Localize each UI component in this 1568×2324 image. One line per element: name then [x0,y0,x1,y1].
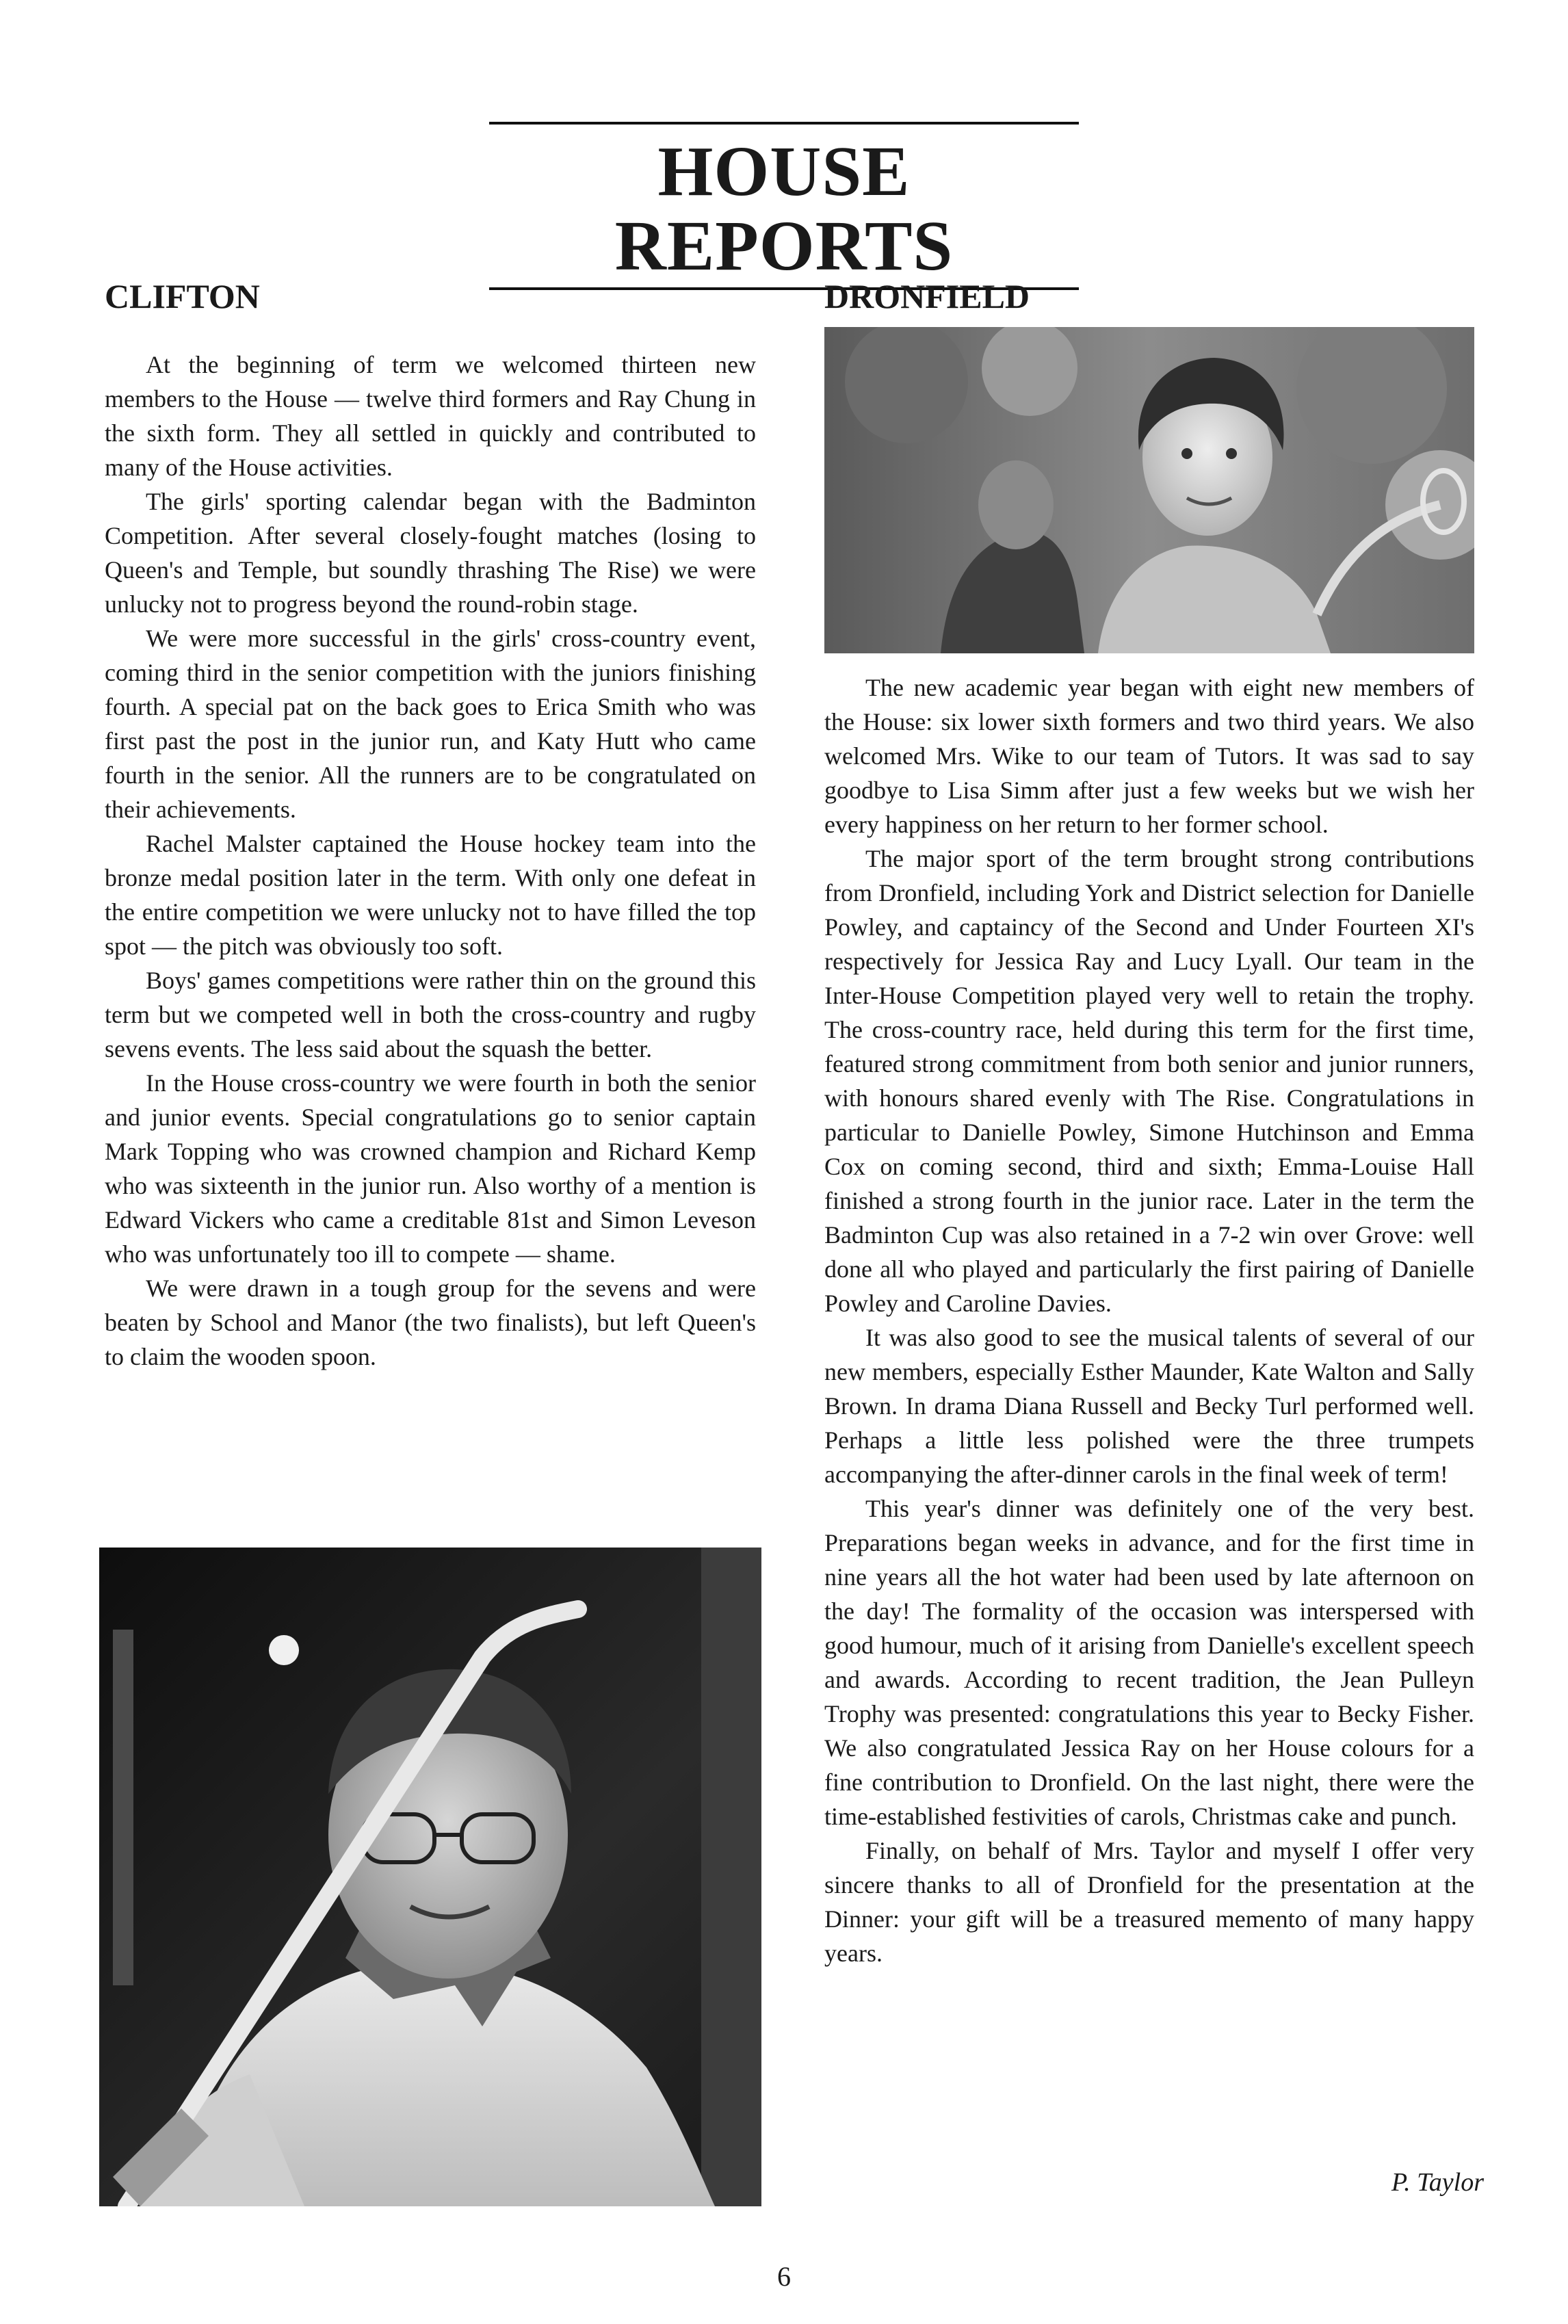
clifton-paragraph: We were drawn in a tough group for the sevens and were beaten by School and Manor (the two finalists), but left Queen's to claim the wooden spoon. [105,1275,756,1370]
author-signature: P. Taylor [1391,2168,1484,2197]
dronfield-report [824,670,1474,1970]
clifton-paragraph: At the beginning of term we welcomed thirteen new members to the House — twelve third formers and Ray Chung in the sixth form. They all settled in quickly and contributed to many of the House activities. [105,351,756,481]
clifton-paragraph: The girls' sporting calendar began with the Badminton Competition. After several closely-fought matches (losing to Queen's and Temple, but soundly thrashing The Rise) we were unlucky not to progress beyond the round-robin stage. [105,488,756,618]
clifton-photo [99,1548,761,2206]
clifton-paragraph: We were more successful in the girls' cross-country event, coming third in the senior competition with the juniors finishing fourth. A special pat on the back goes to Erica Smith who was first past the post in the junior run, and Katy Hutt who came fourth in the senior. All the runners are to be congratulated on their achievements. [105,625,756,823]
clifton-heading: CLIFTON [105,277,260,315]
dronfield-paragraph: Finally, on behalf of Mrs. Taylor and myself I offer very sincere thanks to all of Dronfield for the presentation at the Dinner: your gift will be a treasured memento of many happy years. [824,1837,1474,1967]
clifton-report [105,348,756,1374]
dronfield-heading: DRONFIELD [824,277,1030,315]
dronfield-paragraph: This year's dinner was definitely one of the very best. Preparations began weeks in advance, and for the first time in nine years all the hot water had been used by late afternoon on the day! The formality of the occasion was interspersed with good humour, much of it arising from Danielle's excellent speech and awards. According to recent tradition, the Jean Pulleyn Trophy was presented: congratulations this year to Becky Fisher. We also congratulated Jessica Ray on her House colours for a fine contribution to Dronfield. On the last night, there were the time-established festivities of carols, Christmas cake and punch. [824,1495,1474,1830]
clifton-paragraph: In the House cross-country we were fourth in both the senior and junior events. Special congratulations go to senior captain Mark Topping who was crowned champion and Richard Kemp who was sixteenth in the junior run. Also worthy of a mention is Edward Vickers who came a creditable 81st and Simon Leveson who was unfortunately too ill to compete — shame. [105,1069,756,1268]
clifton-paragraph: Boys' games competitions were rather thin on the ground this term but we competed well in both the cross-country and rugby sevens events. The less said about the squash the better. [105,967,756,1062]
dronfield-paragraph: It was also good to see the musical talents of several of our new members, especially Esther Maunder, Kate Walton and Sally Brown. In drama Diana Russell and Becky Turl performed well. Perhaps a little less polished were the three trumpets accompanying the after-dinner carols in the final week of term! [824,1324,1474,1488]
page-title-block [489,122,1079,290]
page-number: 6 [777,2261,791,2292]
dronfield-paragraph: The new academic year began with eight new members of the House: six lower sixth formers and two third years. We also welcomed Mrs. Wike to our team of Tutors. It was sad to say goodbye to Lisa Simm after just a few weeks but we wish her every happiness on her return to her former school. [824,674,1474,838]
clifton-paragraph: Rachel Malster captained the House hockey team into the bronze medal position later in the term. With only one defeat in the entire competition we were unlucky not to have filled the top spot — the pitch was obviously too soft. [105,830,756,960]
dronfield-photo [824,327,1474,653]
dronfield-paragraph: The major sport of the term brought strong contributions from Dronfield, including York and District selection for Danielle Powley, and captaincy of the Second and Under Fourteen XI's respectively for Jessica Ray and Lucy Lyall. Our team in the Inter-House Competition played very well to retain the trophy. The cross-country race, held during this term for the first time, featured strong commitment from both senior and junior runners, with honours shared evenly with The Rise. Congratulations in particular to Danielle Powley, Simone Hutchinson and Emma Cox on coming second, third and sixth; Emma-Louise Hall finished a strong fourth in the junior race. Later in the term the Badminton Cup was also retained in a 7-2 win over Grove: well done all who played and particularly the first pairing of Danielle Powley and Caroline Davies. [824,845,1474,1317]
page-title: HOUSE REPORTS [614,132,954,286]
